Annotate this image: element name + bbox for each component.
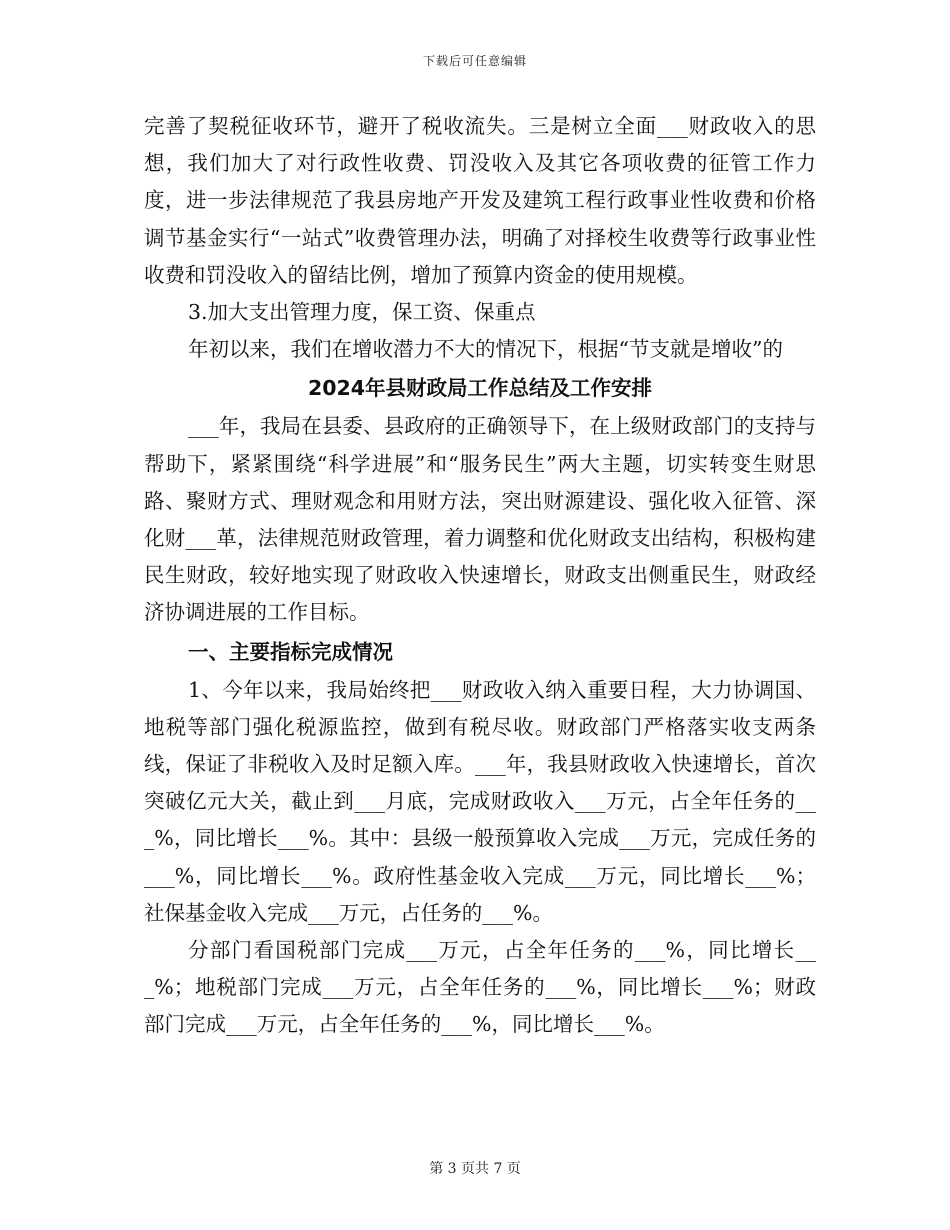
list-item-expenditure-management: 3.加大支出管理力度，保工资、保重点: [188, 300, 536, 325]
page-header: 下载后可任意编辑: [422, 54, 527, 68]
paragraph-austerity: 年初以来，我们在增收潜力不大的情况下，根据“节支就是增收”的: [188, 337, 783, 362]
paragraph-overview: ___年，我局在县委、县政府的正确领导下，在上级财政部门的支持与帮助下，紧紧围绕“科学进展”和“服务民生”两大主题，切实转变生财思路、聚财方式、理财观念和用财方法，突出财源建设、强化收入征管、深化财___革，法律规范财政管理，着力调整和优化财政支出结构，积极构建民生财政，较好地实现了财政收入快速增长，财政支出侧重民生，财政经济协调进展的工作目标。: [144, 414, 816, 625]
document-body: [144, 108, 816, 1044]
paragraph-tax-collection: 完善了契税征收环节，避开了税收流失。三是树立全面___财政收入的思想，我们加大了对行政性收费、罚没收入及其它各项收费的征管工作力度，进一步法律规范了我县房地产开发及建筑工程行政事业性收费和价格调节基金实行“一站式”收费管理办法，明确了对择校生收费等行政事业性收费和罚没收入的留结比例，增加了预算内资金的使用规模。: [144, 114, 816, 287]
paragraph-department-breakdown: 分部门看国税部门完成___万元，占全年任务的___%，同比增长___%；地税部门完成___万元，占全年任务的___%，同比增长___%；财政部门完成___万元，占全年任务的___%，同比增长___%。: [144, 938, 816, 1037]
section-heading-indicators: 一、主要指标完成情况: [188, 639, 393, 664]
page-number: 第 3 页共 7 页: [429, 1161, 521, 1177]
paragraph-revenue-details: 1、今年以来，我局始终把___财政收入纳入重要日程，大力协调国、地税等部门强化税源监控，做到有税尽收。财政部门严格落实收支两条线，保证了非税收入及时足额入库。___年，我县财政收入快速增长，首次突破亿元大关，截止到___月底，完成财政收入___万元，占全年任务的___%，同比增长___%。其中：县级一般预算收入完成___万元，完成任务的___%，同比增长___%。政府性基金收入完成___万元，同比增长___%；社保基金收入完成___万元，占任务的___%。: [144, 677, 816, 925]
document-title: 2024年县财政局工作总结及工作安排: [307, 376, 653, 401]
